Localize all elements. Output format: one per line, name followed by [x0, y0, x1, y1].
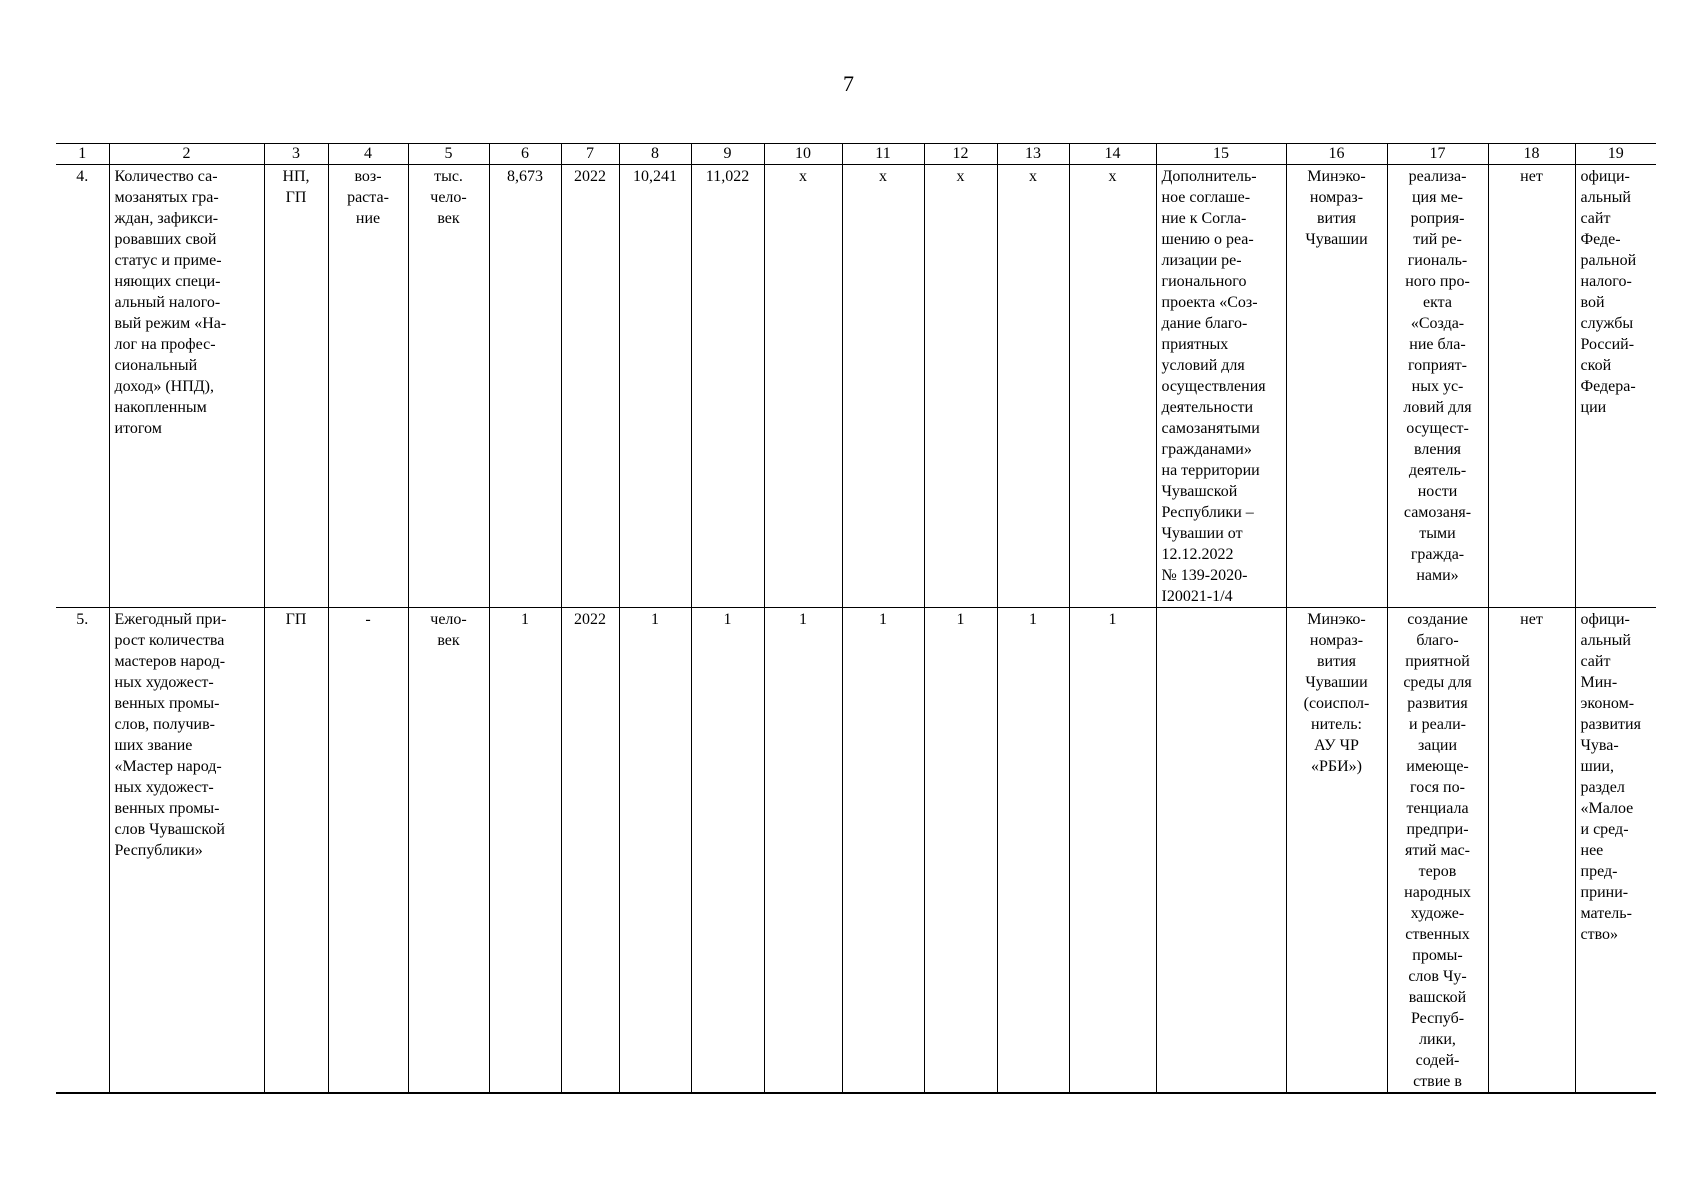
indicator-name: Ежегодный при- рост количества мастеров народ- ных художест- венных промы- слов, получив- ших звание «Мастер народ- ных художест- венных промы- слов Чувашской Республики»: [109, 608, 264, 1094]
column-number: 17: [1387, 144, 1488, 165]
value-col-14: 1: [1069, 608, 1156, 1094]
column-number: 12: [924, 144, 997, 165]
column-number: 18: [1488, 144, 1575, 165]
flag-value: нет: [1488, 608, 1575, 1094]
base-value: 8,673: [489, 165, 561, 608]
base-value: 1: [489, 608, 561, 1094]
connection-description: создание благо- приятной среды для развития и реали- зации имеюще- гося по- тенциала предпри- ятий мас- теров народных художе- ственных промы- слов Чу- вашской Респуб- лики, содей- ствие в: [1387, 608, 1488, 1094]
column-number: 3: [264, 144, 328, 165]
value-col-10: x: [764, 165, 842, 608]
information-source: офици- альный сайт Феде- ральной налого- вой службы Россий- ской Федера- ции: [1575, 165, 1656, 608]
column-number: 19: [1575, 144, 1656, 165]
column-number-row: [56, 144, 1656, 165]
value-col-9: 11,022: [691, 165, 764, 608]
column-number: 11: [842, 144, 924, 165]
column-number: 4: [328, 144, 408, 165]
column-number: 13: [997, 144, 1069, 165]
column-number: 9: [691, 144, 764, 165]
indicator-trend: воз- раста- ние: [328, 165, 408, 608]
value-col-8: 10,241: [619, 165, 691, 608]
value-col-10: 1: [764, 608, 842, 1094]
column-number: 6: [489, 144, 561, 165]
indicator-name: Количество са- мозанятых гра- ждан, зафикси- ровавших свой статус и приме- няющих специ- альный налого- вый режим «На- лог на профес- сиональный доход» (НПД), накопленным итогом: [109, 165, 264, 608]
value-col-13: 1: [997, 608, 1069, 1094]
column-number: 16: [1286, 144, 1387, 165]
column-number: 2: [109, 144, 264, 165]
base-year: 2022: [561, 165, 619, 608]
document-reference: Дополнитель- ное соглаше- ние к Согла- шению о реа- лизации ре- гионального проекта «Соз- дание благо- приятных условий для осуществления деятельности самозанятыми гражданами» на территории Чувашской Республики – Чувашии от 12.12.2022 № 139-2020- I20021-1/4: [1156, 165, 1286, 608]
page-number: 7: [843, 71, 854, 96]
value-col-13: x: [997, 165, 1069, 608]
column-number: 5: [408, 144, 489, 165]
row-number: 4.: [56, 165, 109, 608]
connection-description: реализа- ция ме- роприя- тий ре- гиональ- ного про- екта «Созда- ние бла- гоприят- ных ус- ловий для осущест- вления деятель- ности самозаня- тыми гражда- нами»: [1387, 165, 1488, 608]
value-col-11: x: [842, 165, 924, 608]
column-number: 7: [561, 144, 619, 165]
column-number: 1: [56, 144, 109, 165]
column-number: 15: [1156, 144, 1286, 165]
column-number: 8: [619, 144, 691, 165]
document-reference: [1156, 608, 1286, 1094]
value-col-9: 1: [691, 608, 764, 1094]
base-year: 2022: [561, 608, 619, 1094]
value-col-14: x: [1069, 165, 1156, 608]
value-col-12: x: [924, 165, 997, 608]
table-row: [56, 165, 1656, 608]
indicator-trend: -: [328, 608, 408, 1094]
indicators-table: [56, 143, 1656, 1094]
unit-of-measure: чело- век: [408, 608, 489, 1094]
indicator-type: НП, ГП: [264, 165, 328, 608]
unit-of-measure: тыс. чело- век: [408, 165, 489, 608]
value-col-8: 1: [619, 608, 691, 1094]
value-col-11: 1: [842, 608, 924, 1094]
indicator-type: ГП: [264, 608, 328, 1094]
table-row: [56, 608, 1656, 1094]
row-number: 5.: [56, 608, 109, 1094]
flag-value: нет: [1488, 165, 1575, 608]
column-number: 14: [1069, 144, 1156, 165]
responsible-body: Минэко- номраз- вития Чувашии: [1286, 165, 1387, 608]
information-source: офици- альный сайт Мин- эконом- развития Чува- шии, раздел «Малое и сред- нее пред- прини- матель- ство»: [1575, 608, 1656, 1094]
value-col-12: 1: [924, 608, 997, 1094]
responsible-body: Минэко- номраз- вития Чувашии (соиспол- нитель: АУ ЧР «РБИ»): [1286, 608, 1387, 1094]
column-number: 10: [764, 144, 842, 165]
